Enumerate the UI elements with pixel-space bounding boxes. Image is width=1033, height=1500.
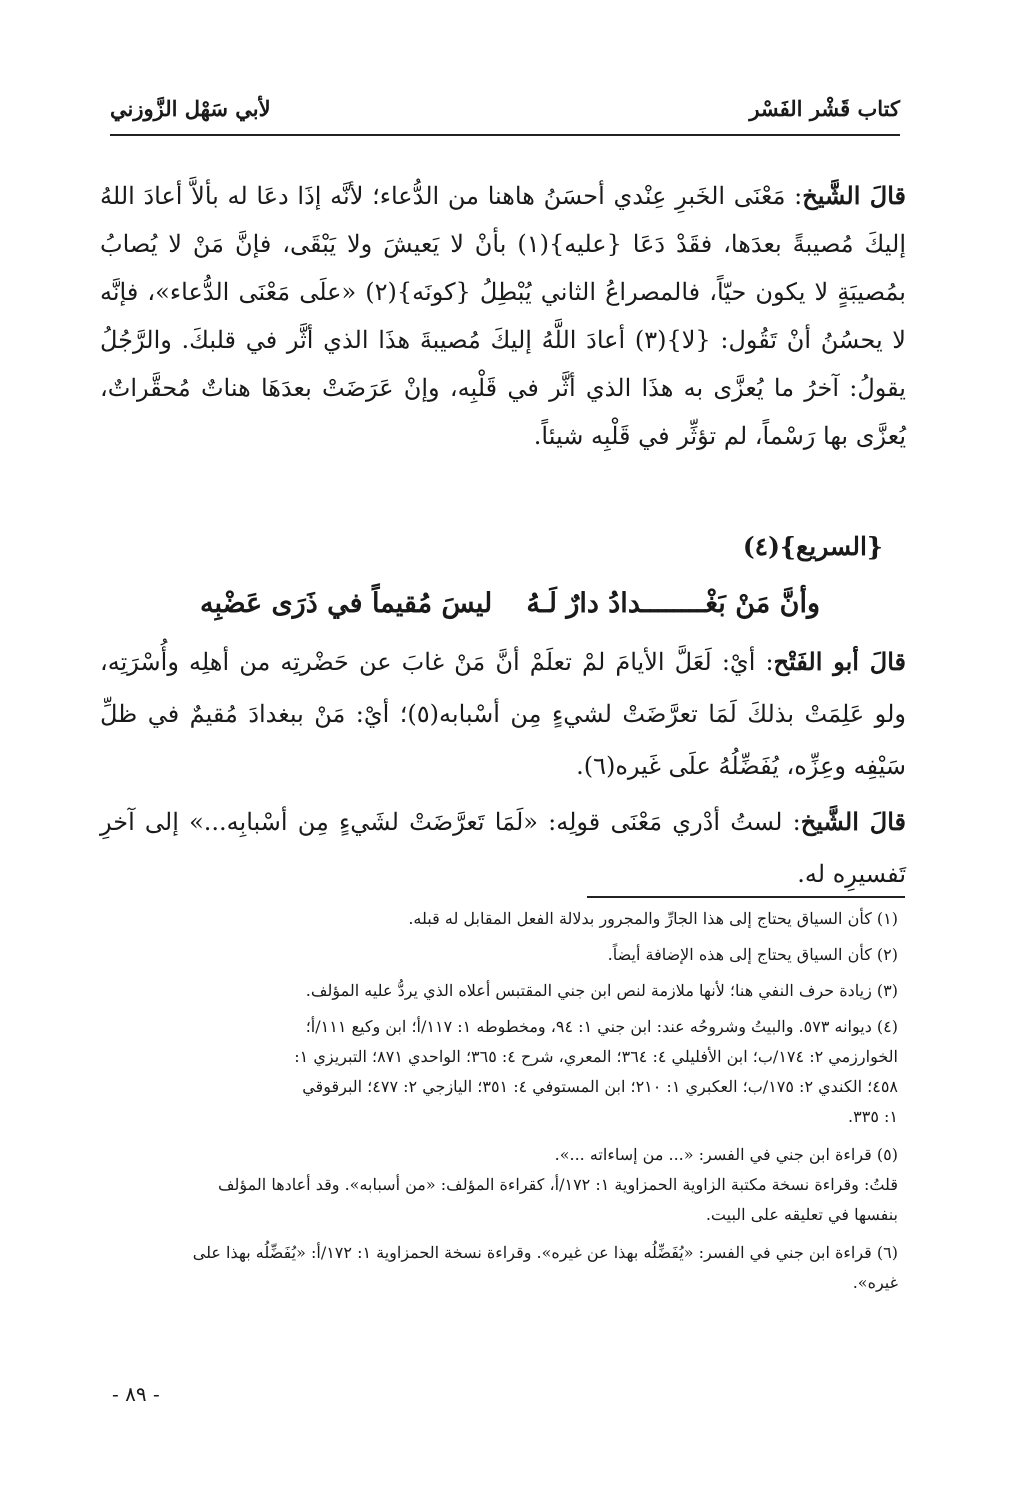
footnote-rule	[587, 896, 905, 898]
meter-label: {السريع}(٤)	[742, 532, 883, 561]
footnote-4-line: ١: ٣٣٥.	[848, 1107, 898, 1126]
paragraph-text: : أيْ: لَعَلَّ الأيامَ لمْ تعلَمْ أنَّ مَنْ غابَ عن حَضْرتِه من أهلِه وأُسْرَتِه، ولو عَلِمَتْ بذلكَ لَمَا تعرَّضَتْ لشيءٍ مِن أسْبابه(٥)؛ أيْ: مَنْ ببغدادَ مُقيمٌ في ظلِّ سَيْفِه وعِزِّه، يُفَضِّلُهُ علَى غَيره(٦).	[100, 648, 906, 780]
footnote-2: (٢) كأن السياق يحتاج إلى هذه الإضافة أيضاً.	[607, 945, 898, 964]
footnote-4-line: (٤) ديوانه ٥٧٣. والبيتُ وشروحُه عند: ابن جني ١: ٩٤، ومخطوطه ١: ١١٧/أ؛ ابن وكيع ١١١/أ؛	[305, 1017, 898, 1036]
running-header	[110, 86, 900, 130]
footnote-4-line: الخوارزمي ٢: ١٧٤/ب؛ ابن الأفليلي ٤: ٣٦٤؛ المعري، شرح ٤: ٣٦٥؛ الواحدي ٨٧١؛ التبريزي ١:	[294, 1047, 898, 1066]
footnote-1: (١) كأن السياق يحتاج إلى هذا الجارِّ والمجرور بدلالة الفعل المقابل له قبله.	[408, 909, 898, 928]
verse-first-hemistich: وأنَّ مَنْ بَغْــــــــدادُ دارٌ لَـهُ	[526, 588, 820, 619]
footnote-4-line: ٤٥٨؛ الكندي ٢: ١٧٥/ب؛ العكبري ١: ٢١٠؛ ابن المستوفي ٤: ٣٥١؛ اليازجي ٢: ٤٧٧؛ البرقوقي	[302, 1077, 898, 1096]
footnotes	[120, 904, 898, 1298]
speaker-label: قالَ الشَّيخ	[802, 181, 907, 210]
speaker-label: قالَ الشَّيخ	[800, 807, 906, 836]
footnote-5-line: قلتُ: وقراءة نسخة مكتبة الزاوية الحمزاوية ١: ١٧٢/أ، كقراءة المؤلف: «من أسبابه». وقد أعادها المؤلف	[217, 1175, 898, 1194]
commentary-paragraph-1	[100, 172, 906, 460]
paragraph-text: : لستُ أدْري مَعْنَى قولِه: «لَمَا تَعرَّضَتْ لشَيءٍ مِن أسْبابِه...» إلى آخرِ تَفسيرِه له.	[100, 808, 906, 888]
page-number: - ٨٩ -	[112, 1382, 160, 1406]
poem-verse	[200, 588, 820, 619]
header-rule	[110, 134, 900, 136]
footnote-6-line: (٦) قراءة ابن جني في الفسر: «يُفَضِّلُه بهذا عن غيره». وقراءة نسخة الحمزاوية ١: ١٧٢/أ: «يُفَضِّلُه بهذا على	[192, 1243, 898, 1262]
verse-second-hemistich: ليسَ مُقيماً في ذَرَى عَضْبِه	[200, 588, 493, 619]
footnote-6-line: غيره».	[852, 1273, 898, 1292]
speaker-label: قالَ أبو الفَتْح	[773, 647, 906, 676]
commentary-paragraph-3	[100, 796, 906, 900]
footnote-5-line: بنفسها في تعليقه على البيت.	[705, 1205, 898, 1224]
author-name: لأبي سَهْل الزَّوزني	[110, 95, 271, 121]
footnote-5-line: (٥) قراءة ابن جني في الفسر: «... من إساءاته ...».	[554, 1145, 898, 1164]
footnote-3: (٣) زيادة حرف النفي هنا؛ لأنها ملازمة لنص ابن جني المقتبس أعلاه الذي يردُّ عليه المؤلف.	[305, 981, 898, 1000]
paragraph-text: : مَعْنَى الخَبرِ عِنْدي أحسَنُ هاهنا من الدُّعاء؛ لأنَّه إذَا دعَا له بألاَّ أعادَ اللهُ إليكَ مُصيبةً بعدَها، فقَدْ دَعَا {عليه}(١) بأنْ لا يَعيشَ ولا يَبْقَى، فإنَّ مَنْ لا يُصابُ بمُصيبَةٍ لا يكون حيّاً، فالمصراعُ الثاني يُبْطِلُ {كونَه}(٢) «علَى مَعْنَى الدُّعاء»، فإنَّه لا يحسُنُ أنْ تَقُول: {لا}(٣) أعادَ اللَّهُ إليكَ مُصيبةَ هذَا الذي أثَّر في قلبكَ. والرَّجُلُ يقولُ: آخرُ ما يُعزَّى به هذَا الذي أثَّر في قَلْبِه، وإنْ عَرَضَتْ بعدَهَا هناتٌ مُحقَّراتٌ، يُعزَّى بها رَسْماً، لم تؤثِّر في قَلْبِه شيئاً.	[100, 182, 907, 450]
commentary-paragraph-2	[100, 636, 906, 792]
book-title: كتاب قَشْر الفَسْر	[749, 95, 900, 121]
